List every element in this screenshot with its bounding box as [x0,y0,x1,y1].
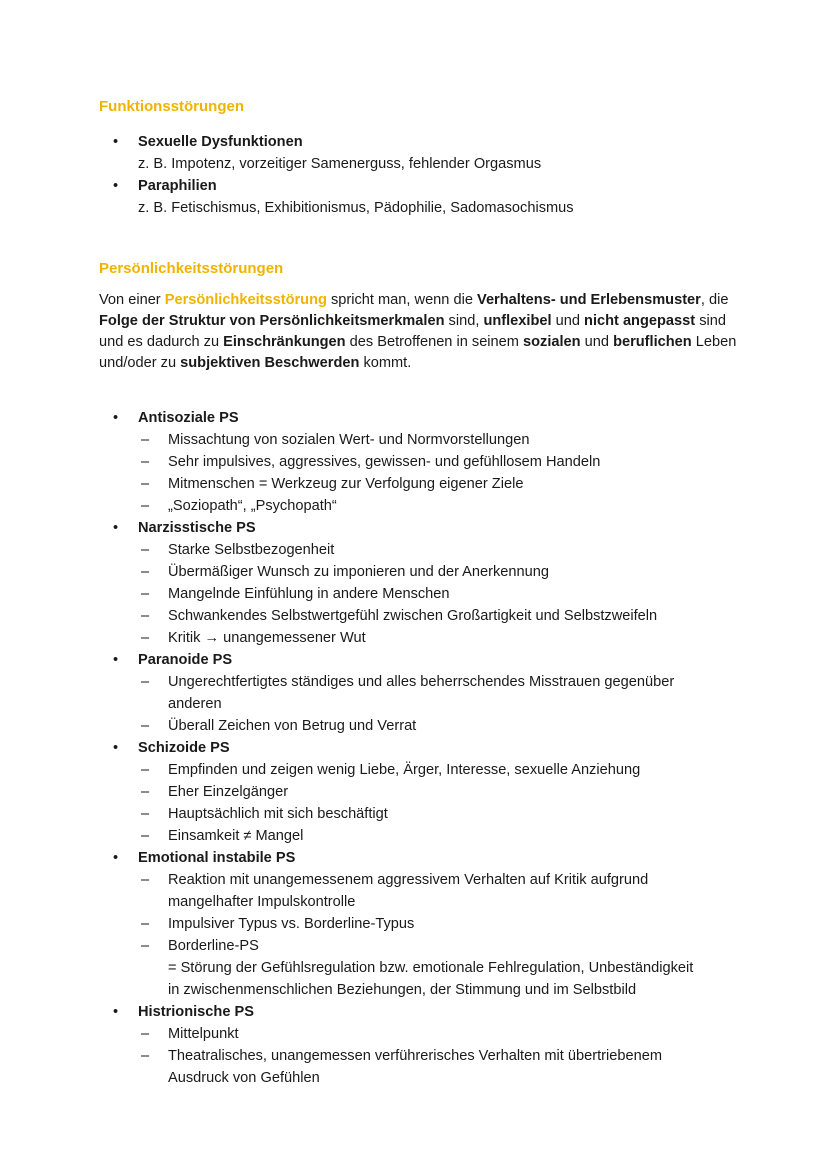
disorder-title: Emotional instabile PS [138,850,296,866]
emphasis-text: nicht angepasst [584,313,696,329]
emphasis-text: Folge der Struktur von Persönlichkeitsmerkmalen [99,313,445,329]
item-title: Sexuelle Dysfunktionen [138,134,303,150]
dash-icon: – [141,916,150,932]
sub-point-text: Sehr impulsives, aggressives, gewissen- und gefühllosem Handeln [168,454,601,470]
list-item [99,1001,749,1023]
sub-point [99,627,749,649]
dash-icon: – [141,828,150,844]
paragraph-text: spricht man, wenn die [326,292,478,308]
list-item [99,517,749,539]
emphasis-text: subjektiven Beschwerden [180,355,360,371]
disorder-title: Schizoide PS [138,740,230,756]
section-heading-funktionsstoerungen: Funktionsstörungen [99,98,244,115]
dash-icon: – [141,498,150,514]
sub-point [99,803,749,825]
bullet-icon: • [113,652,119,668]
sub-point [99,671,749,693]
dash-icon: – [141,718,150,734]
sub-point [99,913,749,935]
dash-icon: – [141,608,150,624]
dysfunction-list [99,131,749,219]
sub-point-text: anderen [168,696,222,712]
paragraph-text: des Betroffenen in seinem [345,334,523,350]
paragraph-text: kommt. [359,355,412,371]
sub-point [99,1067,749,1089]
sub-point-text: in zwischenmenschlichen Beziehungen, der Stimmung und im Selbstbild [168,982,637,998]
dash-icon: – [141,586,150,602]
sub-point [99,451,749,473]
dash-icon: – [141,872,150,888]
sub-point-text: Reaktion mit unangemessenem aggressivem Verhalten auf Kritik aufgrund [168,872,649,888]
paragraph-text: , die [700,292,729,308]
sub-point-text: Hauptsächlich mit sich beschäftigt [168,806,388,822]
sub-point [99,561,749,583]
paragraph-text: und [580,334,614,350]
list-item [99,131,749,153]
sub-point-text: Impulsiver Typus vs. Borderline-Typus [168,916,415,932]
sub-point-text: Ausdruck von Gefühlen [168,1070,320,1086]
emphasis-text: Verhaltens- und Erlebensmuster [477,292,701,308]
paragraph-text: sind und es dadurch zu [99,313,726,350]
dash-icon: – [141,564,150,580]
sub-point-text: Starke Selbstbezogenheit [168,542,335,558]
dash-icon: – [141,542,150,558]
disorder-title: Antisoziale PS [138,410,239,426]
sub-point-text: Empfinden und zeigen wenig Liebe, Ärger, Interesse, sexuelle Anziehung [168,762,641,778]
sub-point-text: Theatralisches, unangemessen verführerisches Verhalten mit übertriebenem [168,1048,663,1064]
dash-icon: – [141,432,150,448]
sub-point-text: Mitmenschen = Werkzeug zur Verfolgung eigener Ziele [168,476,524,492]
sub-point-text: „Soziopath“, „Psychopath“ [168,498,337,514]
list-item [99,737,749,759]
item-title: Paraphilien [138,178,217,194]
sub-point-text: Ungerechtfertigtes ständiges und alles beherrschendes Misstrauen gegenüber [168,674,675,690]
list-item [99,649,749,671]
list-item [99,847,749,869]
sub-point [99,583,749,605]
dash-icon: – [141,784,150,800]
sub-point [99,429,749,451]
dash-icon: – [141,938,150,954]
sub-point-text: Überall Zeichen von Betrug und Verrat [168,718,417,734]
dash-icon: – [141,806,150,822]
bullet-icon: • [113,850,119,866]
paragraph-text: und [551,313,585,329]
sub-point [99,715,749,737]
item-detail: z. B. Impotenz, vorzeitiger Samenerguss, fehlender Orgasmus [138,156,542,172]
sub-point-text: Eher Einzelgänger [168,784,289,800]
paragraph-text: sind, [444,313,484,329]
sub-point [99,1045,749,1067]
bullet-icon: • [113,740,119,756]
disorder-title: Histrionische PS [138,1004,254,1020]
dash-icon: – [141,476,150,492]
sub-point-text: Einsamkeit ≠ Mangel [168,828,304,844]
emphasis-text: Persönlichkeitsstörung [164,292,327,308]
sub-point [99,781,749,803]
definition-paragraph [99,290,739,374]
sub-point-text: Mittelpunkt [168,1026,239,1042]
sub-point [99,869,749,891]
item-detail-row [99,197,749,219]
bullet-icon: • [113,520,119,536]
dash-icon: – [141,630,150,646]
sub-point [99,979,749,1001]
dash-icon: – [141,674,150,690]
sub-point [99,957,749,979]
sub-point-text: Schwankendes Selbstwertgefühl zwischen Großartigkeit und Selbstzweifeln [168,608,658,624]
personality-disorder-list [99,407,749,1089]
sub-point [99,605,749,627]
emphasis-text: sozialen [523,334,581,350]
emphasis-text: Einschränkungen [223,334,346,350]
sub-point [99,759,749,781]
dash-icon: – [141,1048,150,1064]
dash-icon: – [141,762,150,778]
sub-point-text: Kritik → unangemessener Wut [168,630,366,646]
list-item [99,407,749,429]
sub-point-text: mangelhafter Impulskontrolle [168,894,356,910]
paragraph-text: Von einer [99,292,165,308]
sub-point-text: Missachtung von sozialen Wert- und Normvorstellungen [168,432,530,448]
bullet-icon: • [113,1004,119,1020]
sub-point [99,825,749,847]
bullet-icon: • [113,410,119,426]
sub-point-text: Borderline-PS [168,938,259,954]
sub-point [99,891,749,913]
sub-point [99,1023,749,1045]
dash-icon: – [141,1026,150,1042]
section-heading-persoenlichkeitsstoerungen: Persönlichkeitsstörungen [99,260,284,277]
bullet-icon: • [113,134,119,150]
sub-point [99,495,749,517]
list-item [99,175,749,197]
disorder-title: Narzisstische PS [138,520,256,536]
sub-point-text: Übermäßiger Wunsch zu imponieren und der Anerkennung [168,564,550,580]
bullet-icon: • [113,178,119,194]
sub-point [99,539,749,561]
item-detail: z. B. Fetischismus, Exhibitionismus, Pädophilie, Sadomasochismus [138,200,574,216]
sub-point-text: Mangelnde Einfühlung in andere Menschen [168,586,450,602]
dash-icon: – [141,454,150,470]
emphasis-text: unflexibel [483,313,552,329]
sub-point-text: = Störung der Gefühlsregulation bzw. emotionale Fehlregulation, Unbeständigkeit [168,960,694,976]
sub-point [99,693,749,715]
item-detail-row [99,153,749,175]
sub-point [99,935,749,957]
emphasis-text: beruflichen [613,334,692,350]
disorder-title: Paranoide PS [138,652,233,668]
sub-point [99,473,749,495]
paragraph-text: Leben und/oder zu [99,334,737,371]
